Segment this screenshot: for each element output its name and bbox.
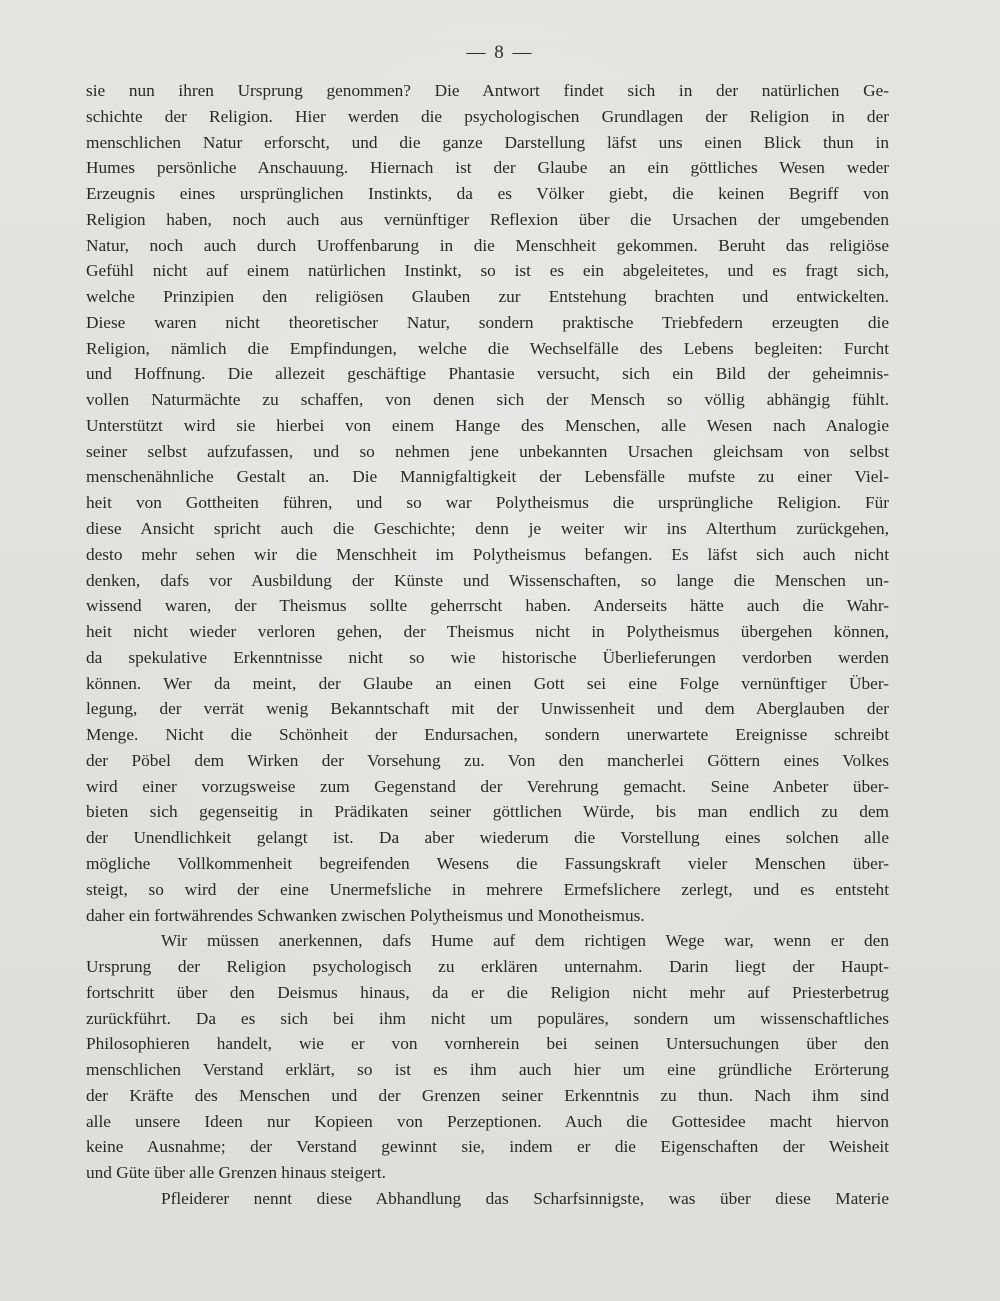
text-line: Gefühl nicht auf einem natürlichen Instinkt, so ist es ein abgeleitetes, und es fragt sich, — [86, 261, 889, 281]
paragraph-end-line: und Güte über alle Grenzen hinaus steigert. — [86, 1163, 386, 1183]
text-line: legung, der verrät wenig Bekanntschaft mit der Unwissenheit und dem Aberglauben der — [86, 699, 889, 719]
text-line: Philosophieren handelt, wie er von vornherein bei seinen Untersuchungen über den — [86, 1034, 889, 1054]
text-line: Natur, noch auch durch Uroffenbarung in die Menschheit gekommen. Beruht das religiöse — [86, 235, 889, 255]
text-line: Erzeugnis eines ursprünglichen Instinkts, da es Völker giebt, die keinen Begriff von — [86, 184, 889, 204]
text-line: wird einer vorzugsweise zum Gegenstand der Verehrung gemacht. Seine Anbeter über- — [86, 776, 889, 796]
text-line: keine Ausnahme; der Verstand gewinnt sie, indem er die Eigenschaften der Weisheit — [86, 1137, 889, 1157]
text-line: bieten sich gegenseitig in Prädikaten seiner göttlichen Würde, bis man endlich zu dem — [86, 802, 889, 822]
paragraph-end-line: daher ein fortwährendes Schwanken zwischen Polytheismus und Monotheismus. — [86, 905, 645, 925]
text-line: denken, dafs vor Ausbildung der Künste und Wissenschaften, so lange die Menschen un- — [86, 570, 889, 590]
text-line: Religion, nämlich die Empfindungen, welche die Wechselfälle des Lebens begleiten: Furcht — [86, 338, 889, 358]
text-line: Unterstützt wird sie hierbei von einem Hange des Menschen, alle Wesen nach Analogie — [86, 415, 889, 435]
text-line: fortschritt über den Deismus hinaus, da er die Religion nicht mehr auf Priesterbetrug — [86, 982, 889, 1002]
paragraph-start-line: Wir müssen anerkennen, dafs Hume auf dem richtigen Wege war, wenn er den — [161, 931, 889, 951]
text-line: alle unsere Ideen nur Kopieen von Perzeptionen. Auch die Gottesidee macht hiervon — [86, 1111, 889, 1131]
text-line: Menge. Nicht die Schönheit der Endursachen, sondern unerwartete Ereignisse schreibt — [86, 725, 889, 745]
text-line: seiner selbst aufzufassen, und so nehmen jene unbekannten Ursachen gleichsam von selbst — [86, 441, 889, 461]
paragraph-start-line: Pfleiderer nennt diese Abhandlung das Scharfsinnigste, was über diese Materie — [161, 1188, 889, 1208]
text-line: heit von Gottheiten führen, und so war Polytheismus die ursprüngliche Religion. Für — [86, 493, 889, 513]
text-line: menschenähnliche Gestalt an. Die Mannigfaltigkeit der Lebensfälle mufste zu einer Viel- — [86, 467, 889, 487]
text-line: der Kräfte des Menschen und der Grenzen seiner Erkenntnis zu thun. Nach ihm sind — [86, 1085, 889, 1105]
text-line: schichte der Religion. Hier werden die psychologischen Grundlagen der Religion in der — [86, 106, 889, 126]
text-line: mögliche Vollkommenheit begreifenden Wesens die Fassungskraft vieler Menschen über- — [86, 853, 889, 873]
text-line: vollen Naturmächte zu schaffen, von denen sich der Mensch so völlig abhängig fühlt. — [86, 390, 889, 410]
text-line: wissend waren, der Theismus sollte geherrscht haben. Anderseits hätte auch die Wahr- — [86, 596, 889, 616]
text-line: Religion haben, noch auch aus vernünftiger Reflexion über die Ursachen der umgebenden — [86, 209, 889, 229]
text-line: der Unendlichkeit gelangt ist. Da aber wiederum die Vorstellung eines solchen alle — [86, 828, 889, 848]
text-line: der Pöbel dem Wirken der Vorsehung zu. Von den mancherlei Göttern eines Volkes — [86, 750, 889, 770]
text-line: desto mehr sehen wir die Menschheit im Polytheismus befangen. Es läfst sich auch nicht — [86, 544, 889, 564]
text-line: können. Wer da meint, der Glaube an einen Gott sei eine Folge vernünftiger Über- — [86, 673, 889, 693]
text-line: Ursprung der Religion psychologisch zu erklären unternahm. Darin liegt der Haupt- — [86, 957, 889, 977]
text-line: Diese waren nicht theoretischer Natur, sondern praktische Triebfedern erzeugten die — [86, 312, 889, 332]
text-line: heit nicht wieder verloren gehen, der Theismus nicht in Polytheismus übergehen können, — [86, 622, 889, 642]
text-line: welche Prinzipien den religiösen Glauben zur Entstehung brachten und entwickelten. — [86, 287, 889, 307]
text-line: sie nun ihren Ursprung genommen? Die Antwort findet sich in der natürlichen Ge- — [86, 81, 889, 100]
page-number: — 8 — — [466, 42, 534, 63]
body-text — [86, 78, 889, 1212]
text-line: menschlichen Natur erforscht, und die ganze Darstellung läfst uns einen Blick thun in — [86, 132, 889, 152]
text-line: da spekulative Erkenntnisse nicht so wie historische Überlieferungen verdorben werden — [86, 647, 889, 667]
text-line: und Hoffnung. Die allezeit geschäftige Phantasie versucht, sich ein Bild der geheimnis- — [86, 364, 889, 384]
text-line: zurückführt. Da es sich bei ihm nicht um populäres, sondern um wissenschaftliches — [86, 1008, 889, 1028]
text-line: steigt, so wird der eine Unermefsliche in mehrere Ermefslichere zerlegt, und es entsteht — [86, 879, 889, 899]
text-line: menschlichen Verstand erklärt, so ist es ihm auch hier um eine gründliche Erörterung — [86, 1060, 889, 1080]
text-line: Humes persönliche Anschauung. Hiernach ist der Glaube an ein göttliches Wesen weder — [86, 158, 889, 178]
text-line: diese Ansicht spricht auch die Geschichte; denn je weiter wir ins Alterthum zurückgehen, — [86, 519, 889, 539]
